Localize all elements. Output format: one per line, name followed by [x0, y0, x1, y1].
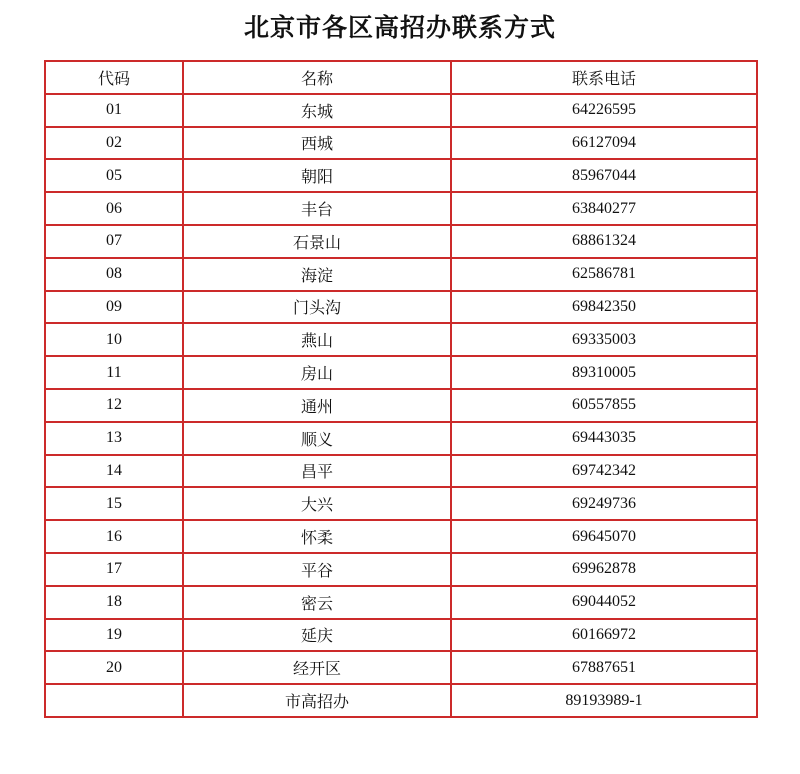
cell-phone: 69742342 — [451, 455, 757, 488]
cell-code: 05 — [45, 159, 183, 192]
cell-phone: 67887651 — [451, 651, 757, 684]
table-row — [45, 127, 757, 160]
cell-phone: 60557855 — [451, 389, 757, 422]
cell-name: 门头沟 — [183, 291, 451, 324]
cell-phone: 69443035 — [451, 422, 757, 455]
cell-code: 18 — [45, 586, 183, 619]
table-row — [45, 553, 757, 586]
cell-phone: 85967044 — [451, 159, 757, 192]
cell-phone: 64226595 — [451, 94, 757, 127]
cell-phone: 66127094 — [451, 127, 757, 160]
table-body — [45, 94, 757, 717]
cell-code: 15 — [45, 487, 183, 520]
table-row — [45, 159, 757, 192]
cell-code: 10 — [45, 323, 183, 356]
cell-name: 西城 — [183, 127, 451, 160]
cell-phone: 69962878 — [451, 553, 757, 586]
table-row — [45, 619, 757, 652]
table-row — [45, 651, 757, 684]
cell-phone: 69249736 — [451, 487, 757, 520]
cell-code: 07 — [45, 225, 183, 258]
cell-code: 20 — [45, 651, 183, 684]
table-row — [45, 225, 757, 258]
cell-name: 海淀 — [183, 258, 451, 291]
cell-code: 08 — [45, 258, 183, 291]
cell-name: 燕山 — [183, 323, 451, 356]
cell-phone: 63840277 — [451, 192, 757, 225]
cell-code: 01 — [45, 94, 183, 127]
cell-code: 17 — [45, 553, 183, 586]
cell-code: 14 — [45, 455, 183, 488]
page-title: 北京市各区高招办联系方式 — [243, 13, 556, 42]
cell-code: 09 — [45, 291, 183, 324]
cell-name: 房山 — [183, 356, 451, 389]
cell-phone: 62586781 — [451, 258, 757, 291]
table-row — [45, 323, 757, 356]
contact-table — [44, 60, 758, 718]
cell-name: 怀柔 — [183, 520, 451, 553]
table-row — [45, 684, 757, 717]
cell-name: 平谷 — [183, 553, 451, 586]
table-row — [45, 291, 757, 324]
cell-name: 延庆 — [183, 619, 451, 652]
cell-phone: 89193989-1 — [451, 684, 757, 717]
table-row — [45, 455, 757, 488]
cell-name: 丰台 — [183, 192, 451, 225]
header-phone: 联系电话 — [451, 61, 757, 94]
table-row — [45, 94, 757, 127]
cell-code: 12 — [45, 389, 183, 422]
table-row — [45, 487, 757, 520]
cell-name: 大兴 — [183, 487, 451, 520]
cell-code: 19 — [45, 619, 183, 652]
table-row — [45, 422, 757, 455]
cell-name: 东城 — [183, 94, 451, 127]
cell-phone: 89310005 — [451, 356, 757, 389]
cell-name: 石景山 — [183, 225, 451, 258]
cell-phone: 69044052 — [451, 586, 757, 619]
cell-phone: 69645070 — [451, 520, 757, 553]
cell-name: 昌平 — [183, 455, 451, 488]
cell-code: 11 — [45, 356, 183, 389]
cell-name: 市高招办 — [183, 684, 451, 717]
table-row — [45, 192, 757, 225]
cell-name: 朝阳 — [183, 159, 451, 192]
cell-phone: 69335003 — [451, 323, 757, 356]
table-row — [45, 520, 757, 553]
cell-code: 13 — [45, 422, 183, 455]
cell-code — [45, 684, 183, 717]
header-name: 名称 — [183, 61, 451, 94]
header-code: 代码 — [45, 61, 183, 94]
cell-name: 通州 — [183, 389, 451, 422]
cell-phone: 60166972 — [451, 619, 757, 652]
cell-phone: 68861324 — [451, 225, 757, 258]
cell-phone: 69842350 — [451, 291, 757, 324]
table-row — [45, 389, 757, 422]
cell-code: 16 — [45, 520, 183, 553]
cell-name: 密云 — [183, 586, 451, 619]
table-header-row — [45, 61, 757, 94]
cell-code: 06 — [45, 192, 183, 225]
cell-name: 经开区 — [183, 651, 451, 684]
table-row — [45, 258, 757, 291]
table-row — [45, 356, 757, 389]
cell-name: 顺义 — [183, 422, 451, 455]
table-row — [45, 586, 757, 619]
cell-code: 02 — [45, 127, 183, 160]
